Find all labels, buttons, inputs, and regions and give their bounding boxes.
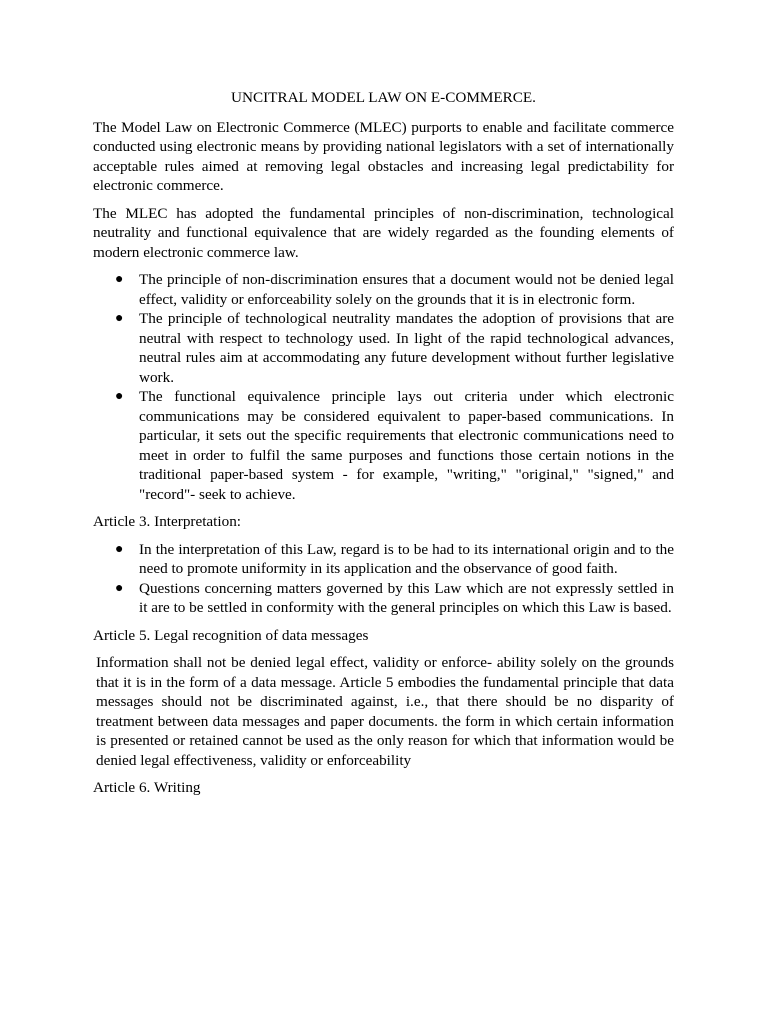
principle-functional-equivalence: The functional equivalence principle lays out criteria under which electronic communications may be considered equivalent to paper-based communications. In particular, it sets out the specific requirements that electronic communications need to meet in order to fulfil the same purposes and functions those certain notions in the traditional paper-based system - for example, "writing," "original," "signed," and "record"- seek to achieve. <box>139 388 674 503</box>
principle-technological-neutrality: The principle of technological neutrality mandates the adoption of provisions that are neutral with respect to technology used. In light of the rapid technological advances, neutral rules aim at accommodating any future development without further legislative work. <box>139 310 674 386</box>
list-item <box>93 309 674 387</box>
list-item <box>93 387 674 504</box>
bullet-icon: ● <box>115 541 124 557</box>
bullet-icon: ● <box>115 272 124 287</box>
principles-list <box>93 270 674 504</box>
article-3-item-interpretation: In the interpretation of this Law, regard is to be had to its international origin and to the need to promote uniformity in its application and the observance of good faith. <box>139 540 674 577</box>
article-3-item-general-principles: Questions concerning matters governed by this Law which are not expressly settled in it are to be settled in conformity with the general principles on which this Law is based. <box>139 579 674 616</box>
bullet-icon: ● <box>115 389 124 404</box>
intro-paragraph-mlec-purpose: The Model Law on Electronic Commerce (MLEC) purports to enable and facilitate commerce conducted using electronic means by providing national legislators with a set of internationally acceptable rules aimed at removing legal obstacles and increasing legal predictability for electronic commerce. <box>93 118 674 194</box>
intro-paragraph-mlec-principles: The MLEC has adopted the fundamental principles of non-discrimination, technological neutrality and functional equivalence that are widely regarded as the founding elements of modern electronic commerce law. <box>93 204 674 261</box>
principle-non-discrimination: The principle of non-discrimination ensures that a document would not be denied legal effect, validity or enforceability solely on the grounds that it is in electronic form. <box>139 271 674 308</box>
bullet-icon: ● <box>115 311 124 326</box>
list-item <box>93 540 674 579</box>
document-page <box>93 88 674 806</box>
list-item <box>93 579 674 618</box>
list-item <box>93 270 674 309</box>
article-3-list <box>93 540 674 618</box>
article-5-heading: Article 5. Legal recognition of data messages <box>93 626 369 644</box>
article-6-heading: Article 6. Writing <box>93 779 201 796</box>
article-3-heading: Article 3. Interpretation: <box>93 513 242 530</box>
article-5-body: Information shall not be denied legal effect, validity or enforce- ability solely on the grounds that it is in the form of a data message. Article 5 embodies the fundamental principle that data messages should not be discriminated against, i.e., that there should be no disparity of treatment between data messages and paper documents. the form in which certain information is presented or retained cannot be used as the only reason for which that information would be denied legal effectiveness, validity or enforceability <box>96 654 674 769</box>
bullet-icon: ● <box>115 580 124 596</box>
document-title: UNCITRAL MODEL LAW ON E-COMMERCE. <box>231 89 536 106</box>
